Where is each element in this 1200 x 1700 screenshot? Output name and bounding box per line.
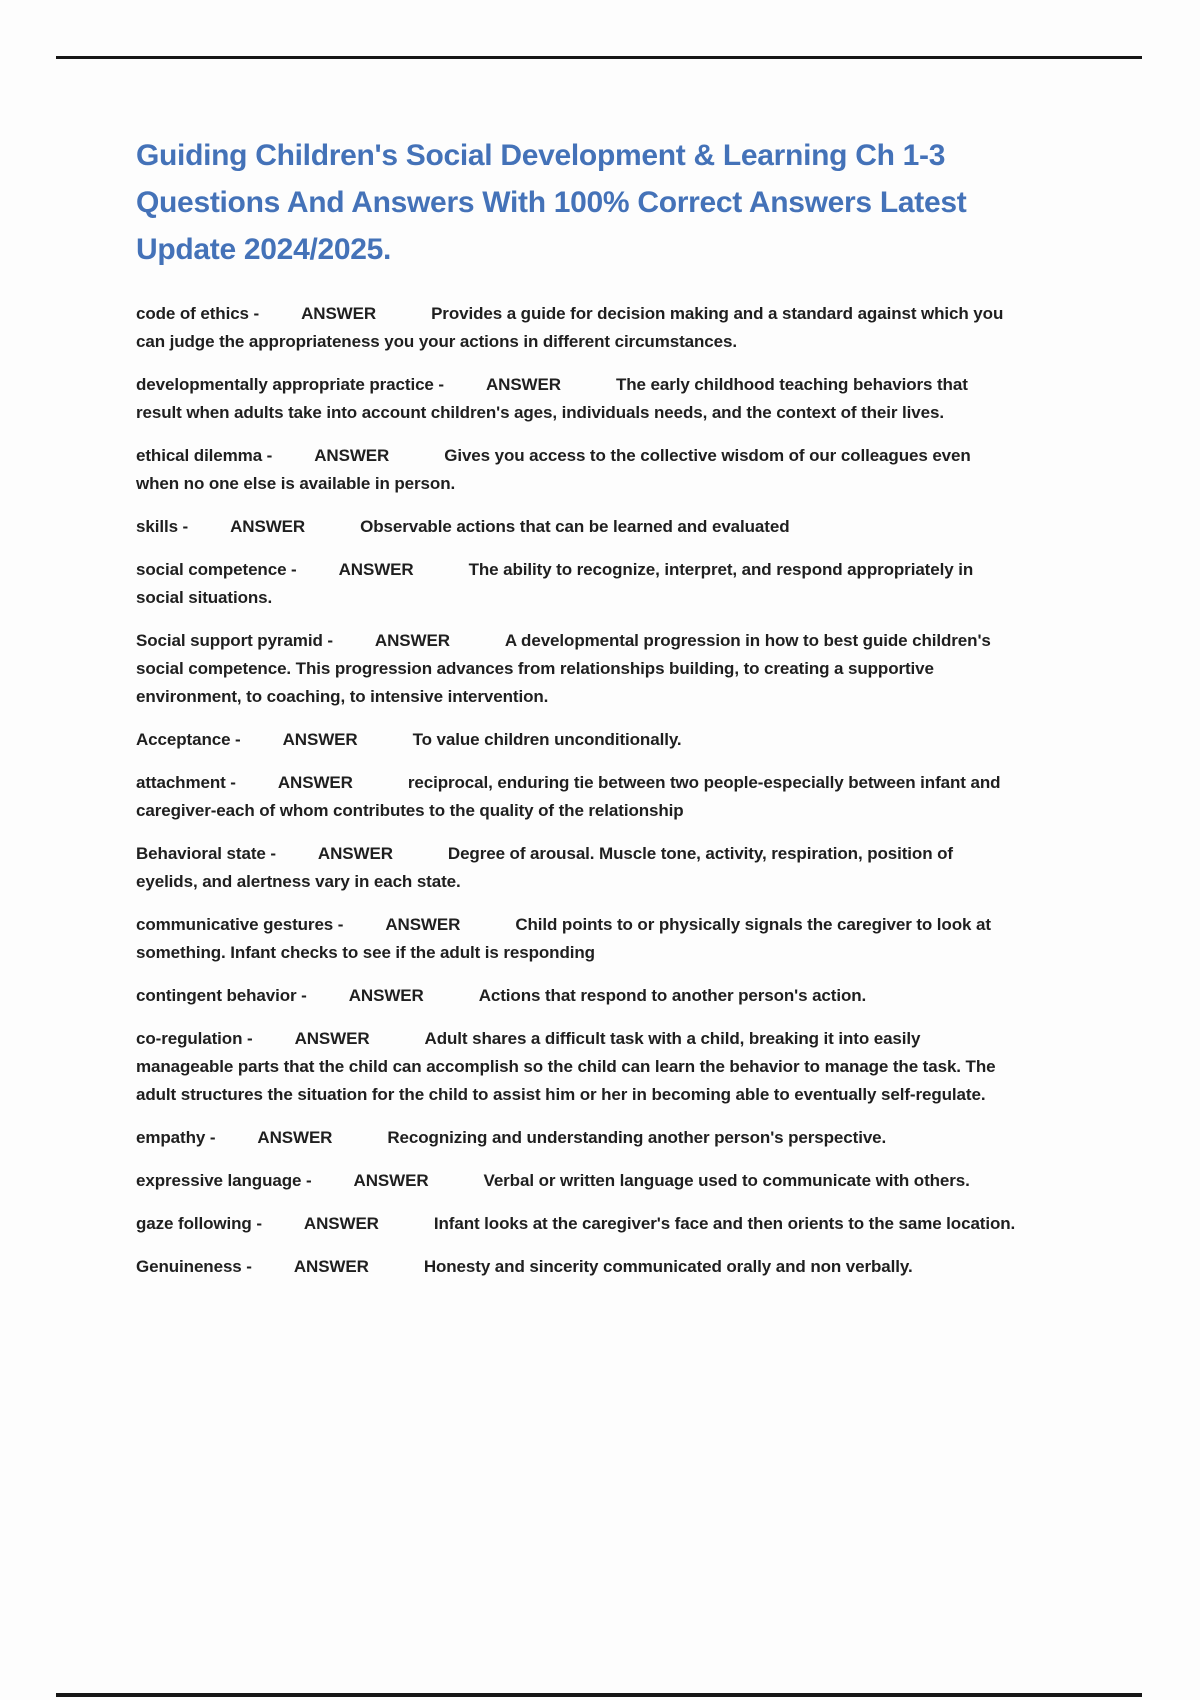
definition-text: A developmental progression in how to best guide children's social competence. This progression advances from relationships building, to creating a supportive environment, to coaching, to intensive intervention. — [136, 631, 991, 706]
term-text: Genuineness - — [136, 1257, 252, 1276]
definition-text: Adult shares a difficult task with a child, breaking it into easily manageable parts that the child can accomplish so the child can learn the behavior to manage the task. The adult structures the situation for the child to assist him or her in becoming able to eventually self-regulate. — [136, 1029, 996, 1104]
qa-entry — [136, 1210, 1018, 1238]
qa-entry — [136, 300, 1018, 356]
definition-text: Provides a guide for decision making and a standard against which you can judge the appropriateness you your actions in different circumstances. — [136, 304, 1004, 351]
answer-label: ANSWER — [317, 844, 393, 863]
definition-text: Honesty and sincerity communicated orally and non verbally. — [423, 1257, 913, 1276]
qa-entry — [136, 371, 1018, 427]
bottom-rule — [56, 1693, 1142, 1697]
term-text: Behavioral state - — [136, 844, 276, 863]
qa-list — [136, 300, 1018, 1281]
term-text: Social support pyramid - — [136, 631, 333, 650]
definition-text: Verbal or written language used to communicate with others. — [483, 1171, 970, 1190]
definition-text: Gives you access to the collective wisdom of our colleagues even when no one else is available in person. — [136, 446, 971, 493]
term-text: Acceptance - — [136, 730, 241, 749]
term-text: social competence - — [136, 560, 297, 579]
qa-entry — [136, 513, 1018, 541]
top-rule — [56, 56, 1142, 59]
term-text: attachment - — [136, 773, 236, 792]
page-title: Guiding Children's Social Development & Learning Ch 1-3 Questions And Answers With 100% Correct Answers Latest Update 2024/2025. — [136, 139, 967, 266]
term-text: expressive language - — [136, 1171, 312, 1190]
definition-text: To value children unconditionally. — [412, 730, 682, 749]
definition-text: Child points to or physically signals the caregiver to look at something. Infant checks to see if the adult is responding — [136, 915, 991, 962]
qa-entry — [136, 911, 1018, 967]
definition-text: reciprocal, enduring tie between two people-especially between infant and caregiver-each of whom contributes to the quality of the relationship — [136, 773, 1001, 820]
definition-text: Infant looks at the caregiver's face and then orients to the same location. — [433, 1214, 1016, 1233]
qa-entry — [136, 840, 1018, 896]
definition-text: The ability to recognize, interpret, and respond appropriately in social situations. — [136, 560, 974, 607]
term-text: developmentally appropriate practice - — [136, 375, 444, 394]
qa-entry — [136, 726, 1018, 754]
term-text: empathy - — [136, 1128, 216, 1147]
answer-label: ANSWER — [294, 1029, 370, 1048]
answer-label: ANSWER — [385, 915, 461, 934]
term-text: communicative gestures - — [136, 915, 344, 934]
answer-label: ANSWER — [257, 1128, 333, 1147]
answer-label: ANSWER — [277, 773, 353, 792]
answer-label: ANSWER — [282, 730, 358, 749]
definition-text: The early childhood teaching behaviors that result when adults take into account children's ages, individuals needs, and the context of their lives. — [136, 375, 968, 422]
answer-label: ANSWER — [485, 375, 561, 394]
answer-label: ANSWER — [374, 631, 450, 650]
term-text: ethical dilemma - — [136, 446, 273, 465]
qa-entry — [136, 1124, 1018, 1152]
term-text: co-regulation - — [136, 1029, 253, 1048]
answer-label: ANSWER — [314, 446, 390, 465]
answer-label: ANSWER — [230, 517, 306, 536]
answer-label: ANSWER — [303, 1214, 379, 1233]
definition-text: Actions that respond to another person's action. — [478, 986, 867, 1005]
definition-text: Observable actions that can be learned and evaluated — [360, 517, 790, 536]
answer-label: ANSWER — [293, 1257, 369, 1276]
qa-entry — [136, 1167, 1018, 1195]
term-text: gaze following - — [136, 1214, 262, 1233]
qa-entry — [136, 442, 1018, 498]
term-text: code of ethics - — [136, 304, 260, 323]
qa-entry — [136, 556, 1018, 612]
qa-entry — [136, 769, 1018, 825]
document-content — [136, 132, 1066, 1296]
qa-entry — [136, 1253, 1018, 1281]
term-text: contingent behavior - — [136, 986, 307, 1005]
answer-label: ANSWER — [338, 560, 414, 579]
qa-entry — [136, 982, 1018, 1010]
answer-label: ANSWER — [348, 986, 424, 1005]
term-text: skills - — [136, 517, 189, 536]
qa-entry — [136, 1025, 1018, 1109]
definition-text: Degree of arousal. Muscle tone, activity, respiration, position of eyelids, and alertness vary in each state. — [136, 844, 953, 891]
definition-text: Recognizing and understanding another person's perspective. — [387, 1128, 887, 1147]
qa-entry — [136, 627, 1018, 711]
answer-label: ANSWER — [353, 1171, 429, 1190]
answer-label: ANSWER — [301, 304, 377, 323]
